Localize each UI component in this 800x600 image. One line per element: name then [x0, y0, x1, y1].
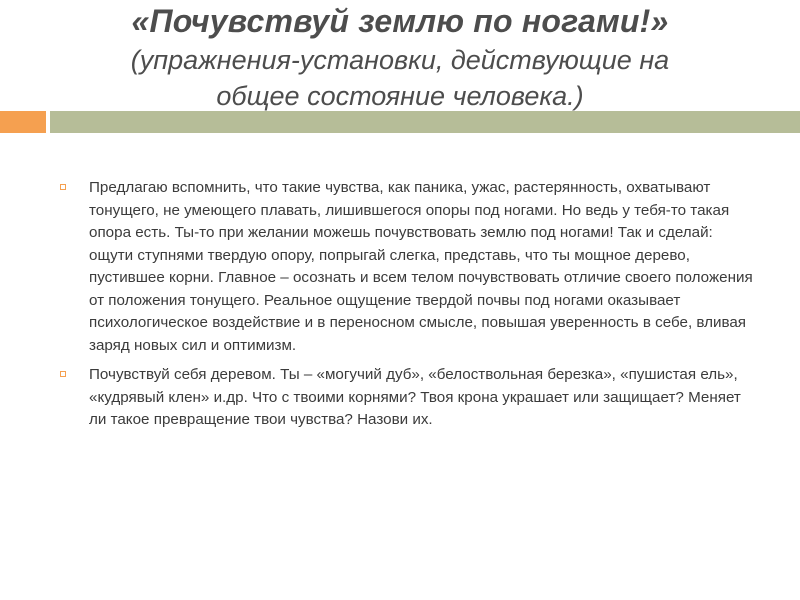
- square-bullet-icon: [60, 371, 66, 377]
- bullet-item-2: [56, 364, 756, 432]
- bullet-item-1: [56, 177, 756, 357]
- slide-title-block: [40, 2, 760, 114]
- slide-title: «Почувствуй землю по ногами!»: [131, 3, 669, 39]
- accent-bar-orange: [0, 111, 46, 133]
- accent-bar-olive: [50, 111, 800, 133]
- square-bullet-icon: [60, 184, 66, 190]
- bullet-text-1: Предлагаю вспомнить, что такие чувства, как паника, ужас, растерянность, охватывают тонущего, не умеющего плавать, лишившегося опоры под ногами. Но ведь у тебя-то такая опора есть. Ты-то при желании можешь почувствовать землю под ногами! Так и сделай: ощути ступнями твердую опору, попрыгай слегка, представь, что ты мощное дерево, пустившее корни. Главное – осознать и всем телом почувствовать отличие своего положения от положения тонущего. Реальное ощущение твердой почвы под ногами оказывает психологическое воздействие и в переносном смысле, повышая уверенность в себе, вливая заряд новых сил и оптимизм.: [89, 179, 753, 354]
- slide-subtitle-line-2: общее состояние человека.): [216, 81, 584, 111]
- bullet-text-2: Почувствуй себя деревом. Ты – «могучий дуб», «белоствольная березка», «пушистая ель», «кудрявый клен» и.др. Что с твоими корнями? Твоя крона украшает или защищает? Меняет ли такое превращение твои чувства? Назови их.: [89, 366, 741, 428]
- slide-body: [56, 177, 756, 439]
- slide-subtitle-line-1: (упражнения-установки, действующие на: [130, 45, 670, 75]
